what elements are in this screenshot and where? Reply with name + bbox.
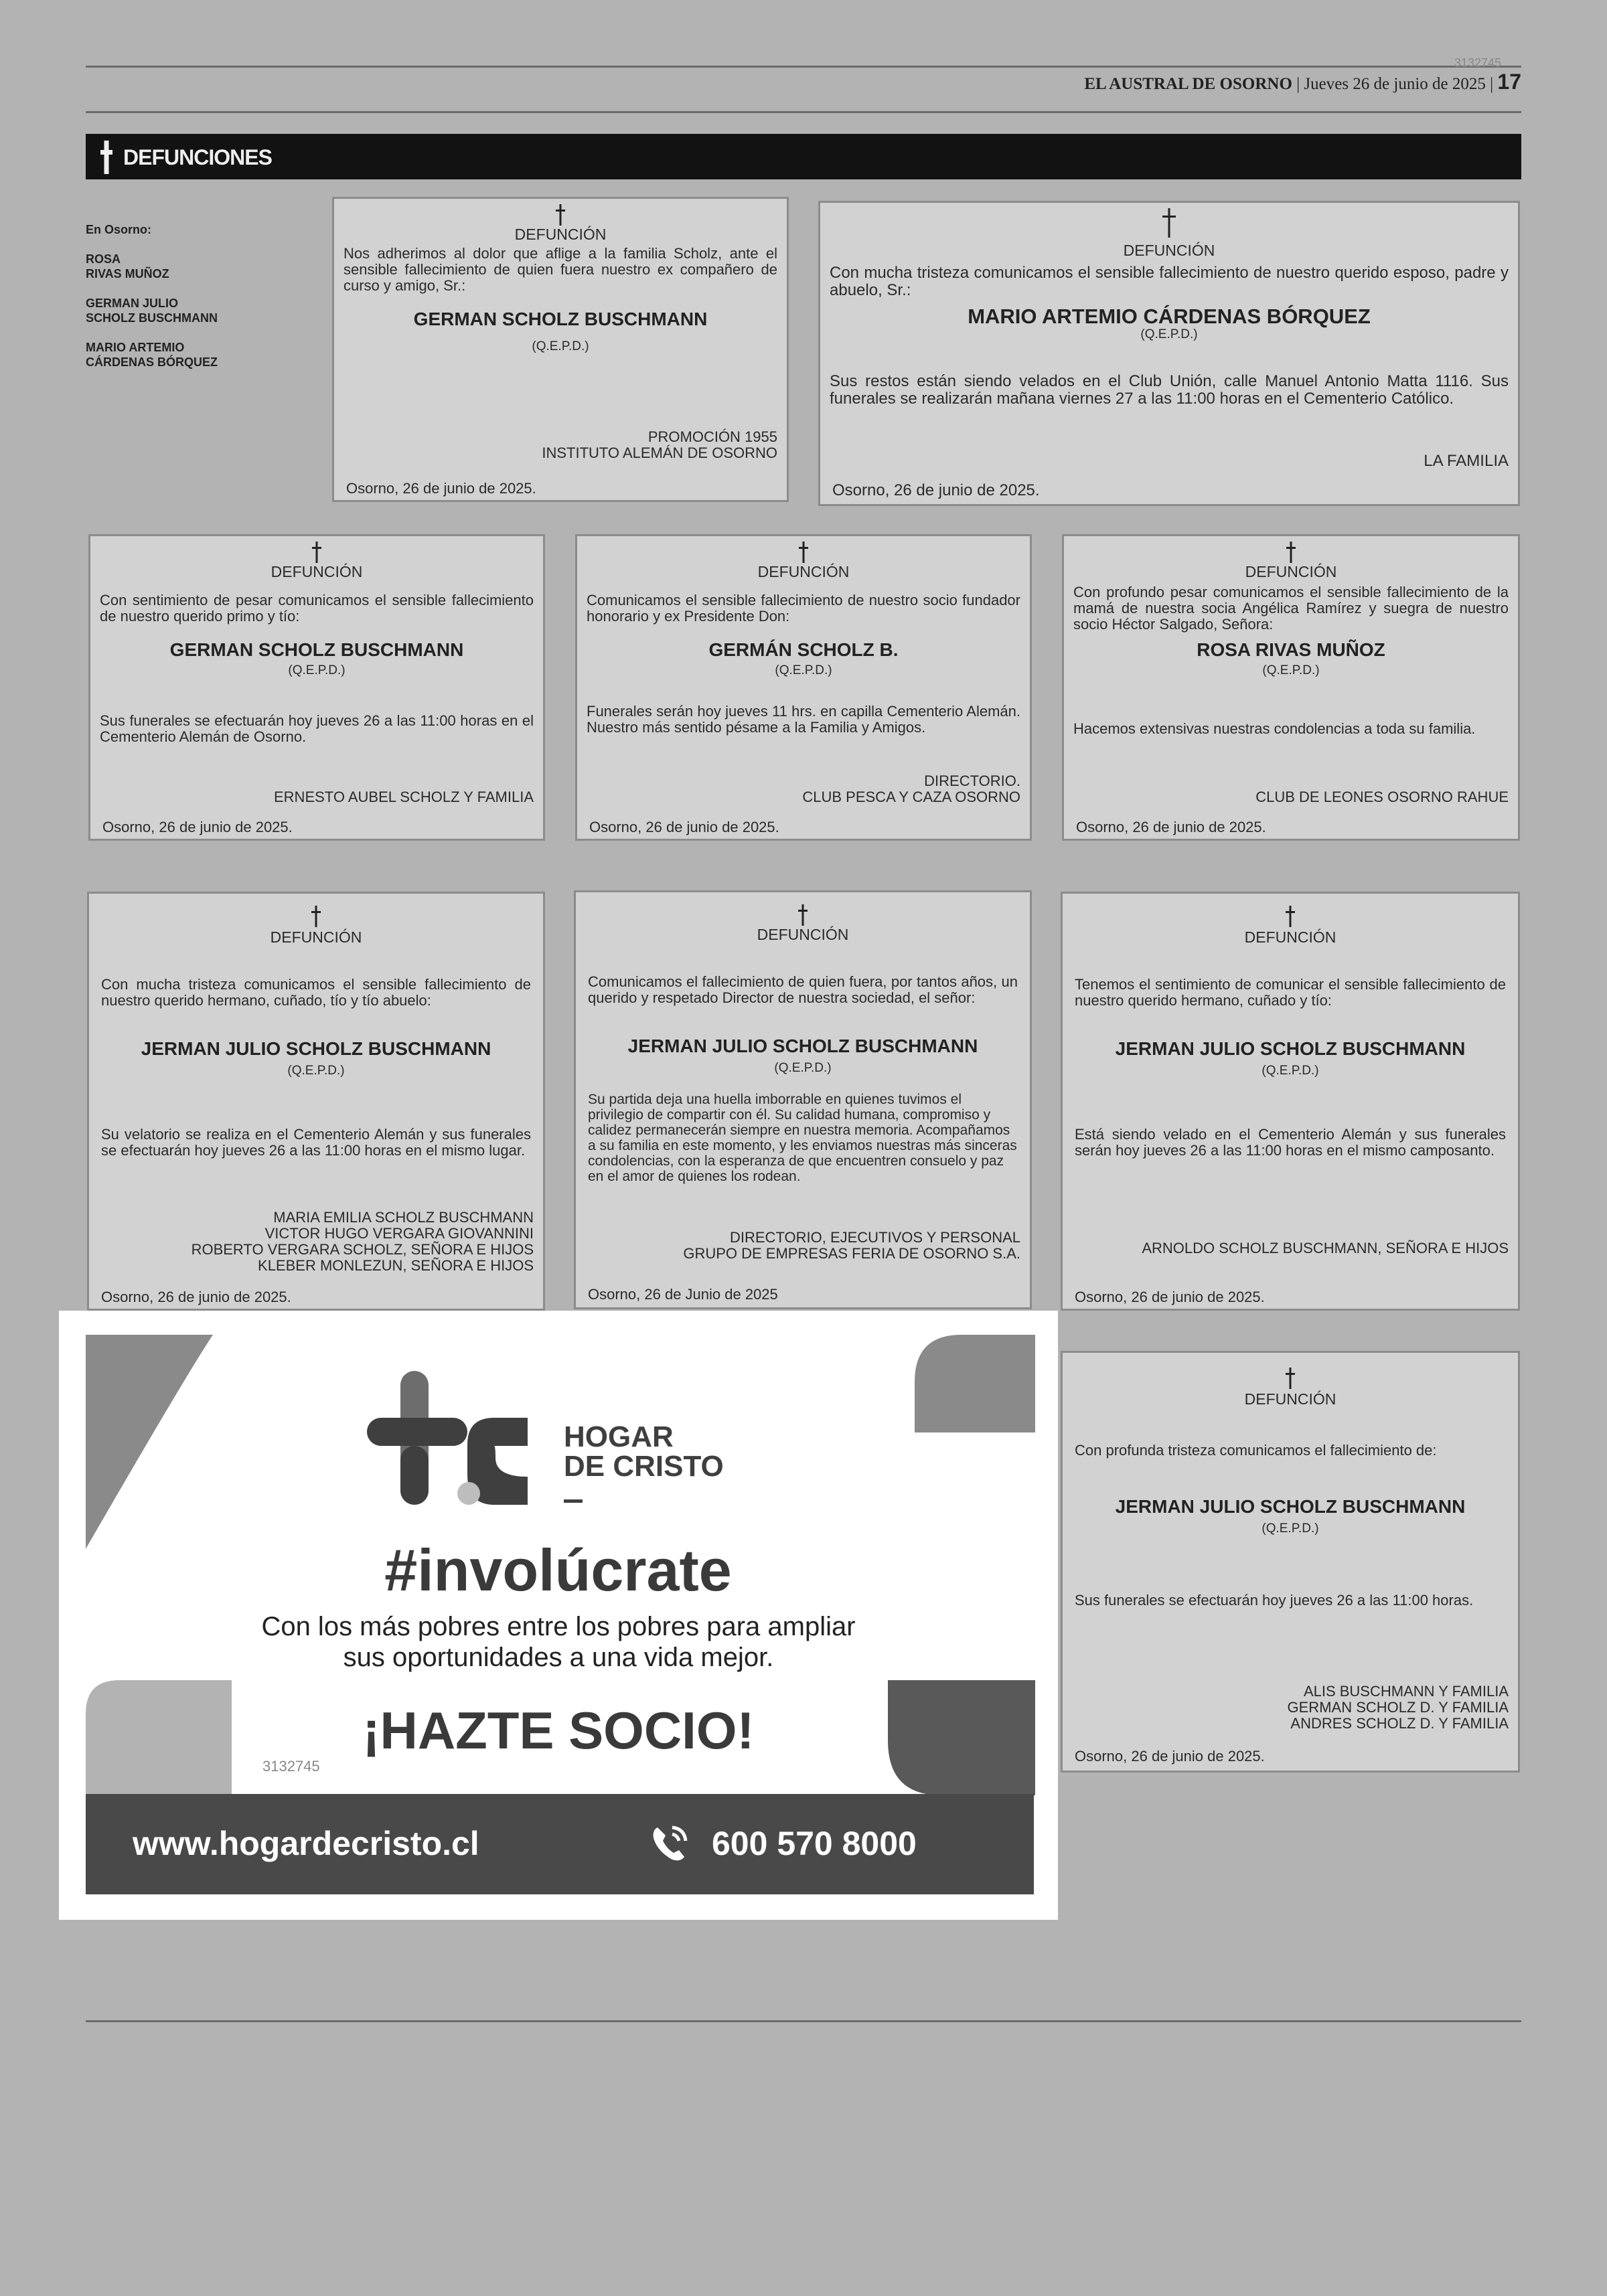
cross-icon <box>96 141 117 174</box>
hogar-de-cristo-logo <box>367 1371 528 1505</box>
notice-body: Hacemos extensivas nuestras condolencias a toda su familia. <box>1073 720 1476 737</box>
cross-icon <box>1283 1368 1298 1389</box>
notice-body: Sus restos están siendo velados en el Club Unión, calle Manuel Antonio Matta 1116. Sus funerales se realizarán mañana viernes 27 a las 11:00 horas en el Cementerio Católico. <box>830 372 1509 408</box>
deceased-name: JERMAN JULIO SCHOLZ BUSCHMANN <box>627 1036 978 1056</box>
death-notice <box>1062 534 1520 841</box>
index-item: ROSA RIVAS MUÑOZ <box>86 252 169 280</box>
notice-heading: DEFUNCIÓN <box>757 926 849 943</box>
notice-date: Osorno, 26 de junio de 2025. <box>832 481 1040 499</box>
phone-number[interactable]: 600 570 8000 <box>712 1825 917 1862</box>
notice-body: Su partida deja una huella imborrable en quienes tuvimos el privilegio de compartir con él. Su calidad humana, compromiso y calidez permanecerán siempre en nuestra memoria. Acompañamos a su familia en este momento, y les enviamos nuestras más sinceras condolencias, con la esperanza de que encuentren consuelo y paz en el amor de quienes los rodean. <box>588 1092 1017 1184</box>
death-notice <box>575 534 1032 841</box>
ad-contact-bar <box>86 1794 1034 1894</box>
top-rule <box>86 66 1521 68</box>
notice-date: Osorno, 26 de junio de 2025. <box>1076 819 1266 835</box>
notice-signature: ARNOLDO SCHOLZ BUSCHMANN, SEÑORA E HIJOS <box>1142 1240 1509 1256</box>
header-code: 3132745 <box>1454 56 1501 70</box>
index-item: MARIO ARTEMIO CÁRDENAS BÓRQUEZ <box>86 341 218 369</box>
notice-intro: Con profunda tristeza comunicamos el fallecimiento de: <box>1075 1442 1437 1459</box>
page-header: 3132745 EL AUSTRAL DE OSORNO | Jueves 26 de junio de 2025 | 17 <box>1084 56 1521 94</box>
notice-intro: Tenemos el sentimiento de comunicar el sensible fallecimiento de nuestro querido hermano, cuñado y tío: <box>1075 976 1506 1009</box>
notice-intro: Comunicamos el fallecimiento de quien fuera, por tantos años, un querido y respetado Director de nuestra sociedad, el señor: <box>588 973 1018 1006</box>
deceased-name: GERMÁN SCHOLZ B. <box>708 639 899 660</box>
notice-date: Osorno, 26 de junio de 2025. <box>102 819 293 835</box>
death-notice <box>88 534 545 841</box>
cross-icon <box>309 542 324 563</box>
notice-heading: DEFUNCIÓN <box>1123 242 1215 259</box>
notice-heading: DEFUNCIÓN <box>271 563 363 580</box>
ad-tagline: Con los más pobres entre los pobres para ampliar sus oportunidades a una vida mejor. <box>261 1612 856 1672</box>
notice-date: Osorno, 26 de Junio de 2025 <box>588 1286 778 1303</box>
notice-heading: DEFUNCIÓN <box>1244 1390 1336 1408</box>
qepd-label: (Q.E.P.D.) <box>532 339 589 353</box>
notice-signature: PROMOCIÓN 1955 INSTITUTO ALEMÁN DE OSORNO <box>542 428 777 461</box>
hazte-socio-cta[interactable]: ¡HAZTE SOCIO! <box>362 1701 755 1760</box>
qepd-label: (Q.E.P.D.) <box>1261 1522 1319 1536</box>
notice-intro: Con mucha tristeza comunicamos el sensible fallecimiento de nuestro querido esposo, padre y abuelo, Sr.: <box>830 264 1509 299</box>
notice-intro: Con mucha tristeza comunicamos el sensible fallecimiento de nuestro querido hermano, cuñado, tío y tío abuelo: <box>101 976 531 1009</box>
bottom-rule <box>86 2020 1521 2022</box>
cross-icon <box>309 906 323 927</box>
notice-signature: MARIA EMILIA SCHOLZ BUSCHMANN VICTOR HUGO VERGARA GIOVANNINI ROBERTO VERGARA SCHOLZ, SEÑORA E HIJOS KLEBER MONLEZUN, SEÑORA E HIJOS <box>191 1209 534 1274</box>
index-item: GERMAN JULIO SCHOLZ BUSCHMANN <box>86 297 218 325</box>
phone-icon <box>648 1823 690 1864</box>
notice-heading: DEFUNCIÓN <box>1244 928 1336 946</box>
deceased-name: JERMAN JULIO SCHOLZ BUSCHMANN <box>1115 1496 1466 1517</box>
notice-heading: DEFUNCIÓN <box>757 563 850 580</box>
notice-heading: DEFUNCIÓN <box>270 928 362 946</box>
qepd-label: (Q.E.P.D.) <box>287 1064 345 1078</box>
notice-intro: Con profundo pesar comunicamos el sensible fallecimiento de la mamá de nuestra socia Angélica Ramírez y suegra de nuestro socio Héctor Salgado, Señora: <box>1073 584 1509 633</box>
death-notice <box>574 890 1032 1309</box>
death-notice <box>818 201 1520 506</box>
ad-decoration <box>915 1335 1035 1432</box>
header-date: Jueves 26 de junio de 2025 <box>1304 75 1486 93</box>
notice-date: Osorno, 26 de junio de 2025. <box>1075 1748 1265 1765</box>
notice-intro: Nos adherimos al dolor que aflige a la familia Scholz, ante el sensible fallecimiento de quien fuera nuestro ex compañero de curso y amigo, Sr.: <box>343 245 777 294</box>
ad-decoration <box>86 1335 213 1549</box>
cross-icon <box>796 542 811 563</box>
death-notice <box>1061 1351 1520 1773</box>
notice-signature: ERNESTO AUBEL SCHOLZ Y FAMILIA <box>274 789 534 805</box>
death-notice <box>87 892 545 1311</box>
qepd-label: (Q.E.P.D.) <box>774 1061 832 1075</box>
cross-icon <box>1284 542 1298 563</box>
qepd-label: (Q.E.P.D.) <box>1262 663 1320 677</box>
cross-icon <box>1283 906 1298 927</box>
qepd-label: (Q.E.P.D.) <box>1140 327 1198 341</box>
notice-date: Osorno, 26 de junio de 2025. <box>1075 1289 1265 1305</box>
header-rule <box>86 111 1521 113</box>
deaths-index <box>86 222 218 384</box>
deceased-name: JERMAN JULIO SCHOLZ BUSCHMANN <box>1115 1038 1466 1059</box>
brand-name: HOGAR DE CRISTO <box>564 1420 724 1483</box>
qepd-label: (Q.E.P.D.) <box>775 663 832 677</box>
notice-signature: DIRECTORIO, EJECUTIVOS Y PERSONAL GRUPO DE EMPRESAS FERIA DE OSORNO S.A. <box>683 1229 1020 1262</box>
cross-icon <box>795 904 810 926</box>
notice-intro: Con sentimiento de pesar comunicamos el sensible fallecimiento de nuestro querido primo y tío: <box>100 592 534 625</box>
ad-hashtag: #involúcrate <box>384 1537 732 1603</box>
deceased-name: MARIO ARTEMIO CÁRDENAS BÓRQUEZ <box>968 305 1371 328</box>
qepd-label: (Q.E.P.D.) <box>288 663 346 677</box>
section-title: DEFUNCIONES <box>123 145 272 169</box>
cross-icon <box>1158 208 1180 238</box>
notice-date: Osorno, 26 de junio de 2025. <box>346 480 536 497</box>
qepd-label: (Q.E.P.D.) <box>1261 1064 1319 1078</box>
index-title: En Osorno: <box>86 223 151 236</box>
website-link[interactable]: www.hogardecristo.cl <box>133 1825 479 1862</box>
deceased-name: JERMAN JULIO SCHOLZ BUSCHMANN <box>141 1038 491 1059</box>
notice-body: Sus funerales se efectuarán hoy jueves 26 a las 11:00 horas en el Cementerio Alemán de Osorno. <box>100 712 534 745</box>
notice-intro: Comunicamos el sensible fallecimiento de nuestro socio fundador honorario y ex Presidente Don: <box>587 592 1020 625</box>
notice-signature: CLUB DE LEONES OSORNO RAHUE <box>1255 789 1509 805</box>
deceased-name: GERMAN SCHOLZ BUSCHMANN <box>413 309 708 329</box>
cross-icon <box>553 204 568 226</box>
page-number: 17 <box>1497 70 1521 94</box>
notice-body: Funerales serán hoy jueves 11 hrs. en capilla Cementerio Alemán. Nuestro más sentido pésame a la Familia y Amigos. <box>587 703 1020 736</box>
section-banner <box>86 134 1521 179</box>
notice-heading: DEFUNCIÓN <box>1245 563 1337 580</box>
death-notice <box>332 197 789 502</box>
publication-name: EL AUSTRAL DE OSORNO <box>1084 75 1292 93</box>
notice-heading: DEFUNCIÓN <box>514 226 607 243</box>
notice-date: Osorno, 26 de junio de 2025. <box>101 1289 291 1305</box>
deceased-name: GERMAN SCHOLZ BUSCHMANN <box>169 639 464 660</box>
notice-date: Osorno, 26 de junio de 2025. <box>589 819 779 835</box>
notice-signature: ALIS BUSCHMANN Y FAMILIA GERMAN SCHOLZ D. Y FAMILIA ANDRES SCHOLZ D. Y FAMILIA <box>1287 1683 1509 1732</box>
notice-body: Sus funerales se efectuarán hoy jueves 26 a las 11:00 horas. <box>1075 1592 1474 1609</box>
death-notice <box>1061 892 1520 1311</box>
brand-underline <box>564 1499 583 1503</box>
deceased-name: ROSA RIVAS MUÑOZ <box>1197 639 1385 660</box>
notice-body: Está siendo velado en el Cementerio Alemán y sus funerales serán hoy jueves 26 a las 11:00 horas en el mismo camposanto. <box>1075 1126 1506 1159</box>
notice-body: Su velatorio se realiza en el Cementerio Alemán y sus funerales se efectuarán hoy jueves 26 a las 11:00 horas en el mismo lugar. <box>101 1126 531 1159</box>
notice-signature: DIRECTORIO. CLUB PESCA Y CAZA OSORNO <box>802 772 1020 805</box>
notice-signature: LA FAMILIA <box>1424 452 1509 470</box>
ad-code: 3132745 <box>262 1758 320 1775</box>
